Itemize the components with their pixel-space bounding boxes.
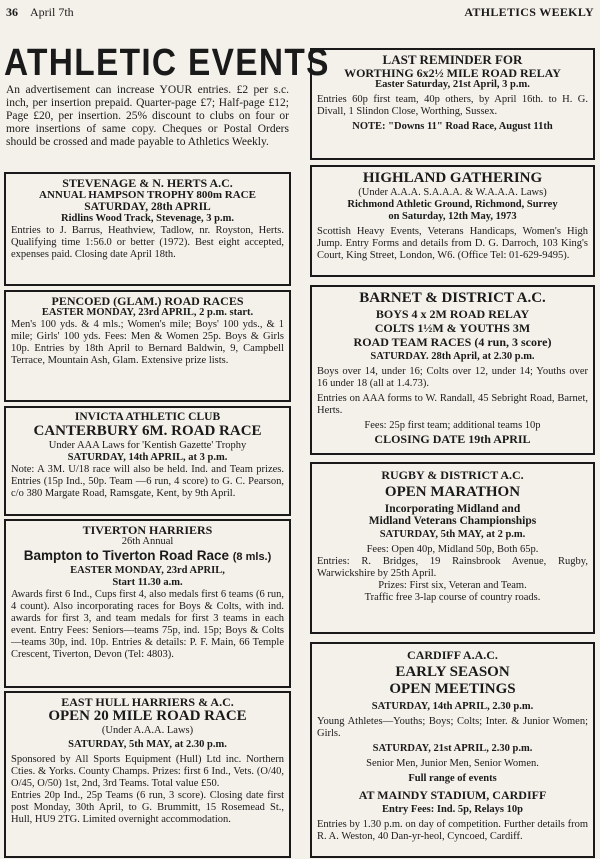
ad-cardiff-senior: Senior Men, Junior Men, Senior Women. bbox=[366, 758, 539, 769]
ad-barnet-race3: ROAD TEAM RACES (4 run, 3 score) bbox=[353, 335, 552, 349]
ad-cardiff-entries: Entries by 1.30 p.m. on day of competition. Further details from R. A. Weston, 40 Dan-yr-heol, Cyncoed, Cardiff. bbox=[317, 819, 588, 842]
ad-worthing-heading: LAST REMINDER FOR bbox=[382, 52, 523, 67]
ad-rugby-club: RUGBY & DISTRICT A.C. bbox=[381, 468, 524, 482]
ad-stevenage-venue: Ridlins Wood Track, Stevenage, 3 p.m. bbox=[61, 213, 234, 224]
ad-tiverton bbox=[4, 519, 291, 688]
ad-cardiff-range: Full range of events bbox=[408, 773, 497, 784]
ad-barnet-club: BARNET & DISTRICT A.C. bbox=[359, 290, 546, 306]
ad-cardiff-date2: SATURDAY, 21st APRIL, 2.30 p.m. bbox=[372, 743, 533, 754]
ad-invicta-date: SATURDAY, 14th APRIL, at 3 p.m. bbox=[67, 452, 228, 463]
ad-highland-body: Scottish Heavy Events, Veterans Handicaps, Women's High Jump. Entry Forms and details from D. G. Darroch, 103 King's Court, King Street, London, W6. (Office Tel: 01-629-9495). bbox=[317, 226, 588, 261]
ad-cardiff-open: OPEN MEETINGS bbox=[389, 681, 516, 697]
ad-barnet-date: SATURDAY. 28th April, at 2.30 p.m. bbox=[370, 351, 535, 362]
ad-highland bbox=[310, 165, 595, 277]
ad-rugby-traffic: Traffic free 3-lap course of country roads. bbox=[364, 592, 541, 603]
ad-worthing bbox=[310, 48, 595, 160]
ad-stevenage bbox=[4, 172, 291, 286]
ad-tiverton-date: EASTER MONDAY, 23rd APRIL, bbox=[70, 565, 225, 576]
ad-invicta-race: CANTERBURY 6M. ROAD RACE bbox=[33, 423, 262, 439]
ad-stevenage-club: STEVENAGE & N. HERTS A.C. bbox=[62, 176, 233, 190]
ad-tiverton-club: TIVERTON HARRIERS bbox=[82, 523, 213, 537]
ad-cardiff-club: CARDIFF A.A.C. bbox=[407, 648, 498, 662]
ad-worthing-race: WORTHING 6x2½ MILE ROAD RELAY bbox=[344, 66, 561, 80]
page-title: ATHLETIC EVENTS bbox=[4, 42, 330, 84]
ad-easthull-laws: (Under A.A.A. Laws) bbox=[101, 725, 194, 736]
ad-rugby-race: OPEN MARATHON bbox=[384, 484, 521, 500]
ad-rugby-fees: Fees: Open 40p, Midland 50p, Both 65p. bbox=[366, 544, 539, 555]
ad-barnet-body1: Boys over 14, under 16; Colts over 12, under 14; Youths over 16 under 18 (all at 1.4.73). bbox=[317, 366, 588, 389]
ad-rugby bbox=[310, 462, 595, 634]
ad-cardiff bbox=[310, 642, 595, 858]
ad-rugby-entries: Entries: R. Bridges, 19 Rainsbrook Avenue, Rugby, Warwickshire by 25th April. bbox=[317, 556, 588, 579]
ad-invicta bbox=[4, 406, 291, 516]
ad-tiverton-distance: (8 mls.) bbox=[232, 551, 272, 563]
ad-easthull-body2: Entries 20p Ind., 25p Teams (6 run, 3 score). Closing date first post Monday, 30th April, to G. Brummitt, 15 Rosemead St., Hull, HU9 2TG. Limited overnight accommodation. bbox=[11, 790, 284, 825]
ad-rugby-incorporating: Incorporating Midland and bbox=[384, 503, 521, 515]
ad-tiverton-race-name: Bampton to Tiverton Road Race bbox=[23, 548, 229, 563]
ad-barnet-race1: BOYS 4 x 2M ROAD RELAY bbox=[375, 307, 530, 321]
ad-barnet-body2: Entries on AAA forms to W. Randall, 45 Sebright Road, Barnet, Herts. bbox=[317, 393, 588, 416]
ad-stevenage-date: SATURDAY, 28th APRIL bbox=[84, 201, 211, 213]
ad-easthull-club: EAST HULL HARRIERS & A.C. bbox=[61, 695, 234, 709]
ad-stevenage-race: ANNUAL HAMPSON TROPHY 800m RACE bbox=[39, 189, 256, 201]
ad-invicta-club: INVICTA ATHLETIC CLUB bbox=[74, 411, 221, 423]
ad-invicta-body: Note: A 3M. U/18 race will also be held. Ind. and Team prizes. Entries (15p Ind., 50p. Team —6 run, 4 score) to G. C. Pearson, c/o 380 Margate Road, Ramsgate, Kent, by 9th April. bbox=[11, 464, 284, 499]
issue-date: April 7th bbox=[30, 5, 74, 19]
ad-cardiff-venue: AT MAINDY STADIUM, CARDIFF bbox=[358, 788, 547, 802]
ad-highland-title: HIGHLAND GATHERING bbox=[362, 170, 543, 186]
ad-east-hull bbox=[4, 691, 291, 858]
ad-pencoed-date: EASTER MONDAY, 23rd APRIL, 2 p.m. start. bbox=[41, 307, 254, 318]
ad-barnet bbox=[310, 285, 595, 455]
ad-cardiff-early: EARLY SEASON bbox=[395, 664, 510, 680]
magazine-name: ATHLETICS WEEKLY bbox=[464, 5, 594, 19]
ad-easthull-body1: Sponsored by All Sports Equipment (Hull) Ltd inc. Northern Cties. & Yorks. County Champs. Prizes: first 6 Ind., Vets. (O/40, O/45, O/50) 1st, 2nd, 3rd Teams. Total value £50. bbox=[11, 754, 284, 789]
ad-highland-laws: (Under A.A.A. S.A.A.A. & W.A.A.A. Laws) bbox=[358, 187, 547, 198]
ad-easthull-date: SATURDAY, 5th MAY, at 2.30 p.m. bbox=[68, 739, 227, 750]
ad-tiverton-start: Start 11.30 a.m. bbox=[112, 577, 183, 588]
ad-stevenage-body: Entries to J. Barrus, Heathview, Tadlow, nr. Royston, Herts. Qualifying time 1:56.0 or better (1972). Best eight accepted, expenses paid. Closing date April 18th. bbox=[11, 225, 284, 260]
ad-rugby-prizes: Prizes: First six, Veteran and Team. bbox=[378, 580, 527, 591]
ad-tiverton-annual: 26th Annual bbox=[121, 536, 174, 547]
ad-tiverton-body: Awards first 6 Ind., Cups first 4, also medals first 6 teams (6 run, 4 count). Also incorporating races for Boys & Colts, with ind. awards for first 3, and team medals for first 3 teams in each event. Entry Fees: Seniors—teams 75p, ind. 15p; Boys & Colts—teams 30p, ind. 10p. Entries & details: P. F. Main, 66 Temple Crescent, Tiverton, Devon (Tel: 4803). bbox=[11, 589, 284, 660]
ad-cardiff-fees: Entry Fees: Ind. 5p, Relays 10p bbox=[382, 804, 523, 815]
ad-rugby-championships: Midland Veterans Championships bbox=[368, 515, 537, 527]
intro-text: An advertisement can increase YOUR entries. £2 per s.c. inch, per insertion prepaid. Quarter-page £7; Half-page £12; Page £20, per insertion. 25% discount to clubs on four or more insertions of same copy. Cheques or Postal Orders should be crossed and made payable to Athletics Weekly. bbox=[6, 84, 289, 148]
ad-worthing-note: NOTE: "Downs 11" Road Race, August 11th bbox=[352, 121, 553, 132]
ad-barnet-closing: CLOSING DATE 19th APRIL bbox=[374, 432, 531, 446]
left-column bbox=[4, 34, 330, 825]
ad-cardiff-date1: SATURDAY, 14th APRIL, 2.30 p.m. bbox=[371, 701, 534, 712]
page-number: 36 bbox=[6, 5, 18, 19]
ad-barnet-race2: COLTS 1½M & YOUTHS 3M bbox=[374, 321, 531, 335]
ad-worthing-date: Easter Saturday, 21st April, 3 p.m. bbox=[375, 79, 530, 90]
ad-barnet-fees: Fees: 25p first team; additional teams 10p bbox=[364, 420, 541, 431]
ad-pencoed bbox=[4, 290, 291, 402]
ad-tiverton-race bbox=[11, 548, 284, 565]
ad-cardiff-young: Young Athletes—Youths; Boys; Colts; Inter. & Junior Women; Girls. bbox=[317, 716, 588, 739]
ad-invicta-laws: Under AAA Laws for 'Kentish Gazette' Trophy bbox=[48, 440, 247, 451]
ad-easthull-race: OPEN 20 MILE ROAD RACE bbox=[48, 708, 247, 724]
ad-pencoed-title: PENCOED (GLAM.) ROAD RACES bbox=[51, 294, 244, 308]
ad-pencoed-body: Men's 100 yds. & 4 mls.; Women's mile; Boys' 100 yds., & 1 mile; Girls' 100 yds. Fees: Men & Women 25p. Boys & Girls 10p. Entries by 18th April to Bernard Baldwin, 9, Campbell Terrace, Mountain Ash, Glam. Extensive prize lists. bbox=[11, 319, 284, 366]
ad-worthing-body: Entries 60p first team, 40p others, by April 16th. to H. G. Divall, 1 Slindon Close, Worthing, Sussex. bbox=[317, 94, 588, 117]
ad-highland-date: on Saturday, 12th May, 1973 bbox=[388, 211, 517, 222]
page-header bbox=[6, 5, 594, 23]
ad-rugby-date: SATURDAY, 5th MAY, at 2 p.m. bbox=[379, 529, 526, 540]
ad-highland-venue: Richmond Athletic Ground, Richmond, Surrey bbox=[347, 199, 558, 210]
